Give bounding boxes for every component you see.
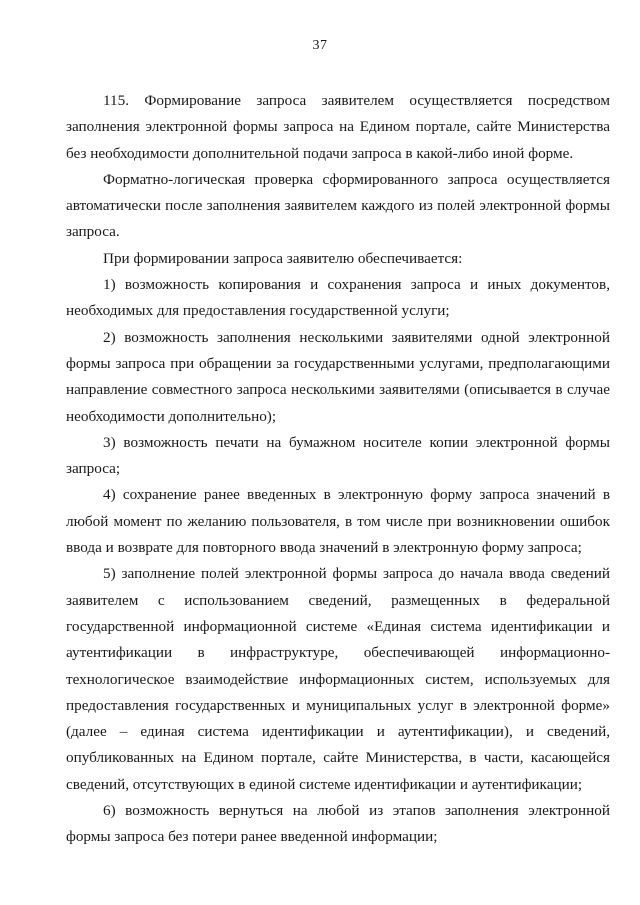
- list-item-3-print: 3) возможность печати на бумажном носителе копии электронной формы запроса;: [66, 433, 610, 478]
- paragraph-format-logic-check: Форматно-логическая проверка сформированного запроса осуществляется автоматически после заполнения заявителем каждого из полей электронной формы запроса.: [66, 170, 610, 241]
- list-item-6-return-to-step: 6) возможность вернуться на любой из этапов заполнения электронной формы запроса без потери ранее введенной информации;: [66, 802, 610, 846]
- page-number: 37: [312, 38, 328, 53]
- list-item-1-copy-save: 1) возможность копирования и сохранения запроса и иных документов, необходимых для предоставления государственной услуги;: [66, 276, 610, 320]
- document-body: [66, 88, 610, 851]
- paragraph-115-intro: 115. Формирование запроса заявителем осуществляется посредством заполнения электронной формы запроса на Едином портале, сайте Министерства без необходимости дополнительной подачи запроса в какой-либо иной форме.: [66, 92, 610, 162]
- list-item-5-autofill: 5) заполнение полей электронной формы запроса до начала ввода сведений заявителем с использованием сведений, размещенных в федеральной государственной информационной системе «Единая система идентификации и аутентификации в инфраструктуре, обеспечивающей информационно-технологическое взаимодействие информационных систем, используемых для предоставления государственных и муниципальных услуг в электронной форме» (далее – единая система идентификации и аутентификации), и сведений, опубликованных на Едином портале, сайте Министерства, в части, касающейся сведений, отсутствующих в единой системе идентификации и аутентификации;: [66, 565, 610, 793]
- list-item-4-save-values: 4) сохранение ранее введенных в электронную форму запроса значений в любой момент по желанию пользователя, в том числе при возникновении ошибок ввода и возврате для повторного ввода значений в электронную форму запроса;: [66, 486, 610, 557]
- list-item-2-joint-form: 2) возможность заполнения несколькими заявителями одной электронной формы запроса при обращении за государственными услугами, предполагающими направление совместного запроса несколькими заявителями (описывается в случае необходимости дополнительно);: [66, 328, 610, 425]
- paragraph-list-intro: При формировании запроса заявителю обеспечивается:: [103, 249, 463, 267]
